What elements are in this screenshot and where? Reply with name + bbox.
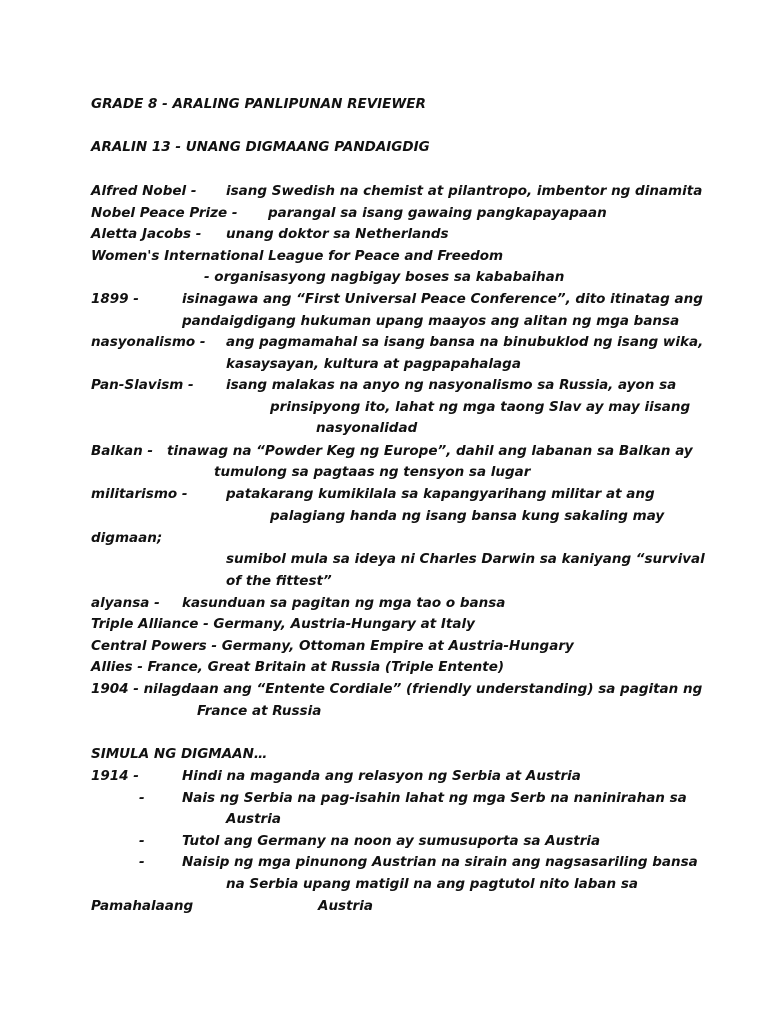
bullet-austrian-line1: Naisip ng mga pinunong Austrian na sirain ang nagsasariling bansa: [182, 854, 698, 870]
section-heading-war: SIMULA NG DIGMAAN…: [91, 746, 268, 762]
definition-alfred-nobel: isang Swedish na chemist at pilantropo, imbentor ng dinamita: [226, 183, 703, 199]
term-pan-slavism: Pan-Slavism -: [91, 377, 194, 393]
line-1904: 1904 - nilagdaan ang “Entente Cordiale” (friendly understanding) sa pagitan ng: [91, 681, 703, 697]
definition-balkan-line1: tinawag na “Powder Keg ng Europe”, dahil ang labanan sa Balkan ay: [167, 443, 693, 459]
line-central-powers: Central Powers - Germany, Ottoman Empire at Austria-Hungary: [91, 638, 574, 654]
term-nasyonalismo: nasyonalismo -: [91, 334, 206, 350]
bullet-dash: -: [139, 833, 145, 849]
definition-militarismo-line1: patakarang kumikilala sa kapangyarihang militar at ang: [226, 486, 655, 502]
term-alyansa: alyansa -: [91, 595, 160, 611]
definition-militarismo-line5: of the fittest”: [226, 573, 332, 589]
definition-pan-slavism-line2: prinsipyong ito, lahat ng mga taong Slav ay may iisang: [270, 399, 691, 415]
definition-militarismo-line2: palagiang handa ng isang bansa kung sakaling may: [270, 508, 665, 524]
bullet-austrian-line3a: Pamahalaang: [91, 898, 194, 914]
definition-nobel-peace-prize: parangal sa isang gawaing pangkapayapaan: [268, 205, 607, 221]
definition-militarismo-line3: digmaan;: [91, 530, 163, 546]
term-1914: 1914 -: [91, 768, 139, 784]
definition-aletta-jacobs: unang doktor sa Netherlands: [226, 226, 449, 242]
term-militarismo: militarismo -: [91, 486, 188, 502]
bullet-dash: -: [139, 790, 145, 806]
lesson-heading: ARALIN 13 - UNANG DIGMAANG PANDAIGDIG: [91, 139, 430, 155]
bullet-serbia-line1: Nais ng Serbia na pag-isahin lahat ng mga Serb na naninirahan sa: [182, 790, 687, 806]
definition-nasyonalismo-line2: kasaysayan, kultura at pagpapahalaga: [226, 356, 521, 372]
term-aletta-jacobs: Aletta Jacobs -: [91, 226, 202, 242]
bullet-germany: Tutol ang Germany na noon ay sumusuporta sa Austria: [182, 833, 601, 849]
definition-1899-line2: pandaigdigang hukuman upang maayos ang alitan ng mga bansa: [182, 313, 680, 329]
bullet-serbia-line2: Austria: [226, 811, 281, 827]
definition-balkan-line2: tumulong sa pagtaas ng tensyon sa lugar: [214, 464, 531, 480]
term-balkan: Balkan -: [91, 443, 154, 459]
line-allies: Allies - France, Great Britain at Russia (Triple Entente): [91, 659, 505, 675]
definition-alyansa: kasunduan sa pagitan ng mga tao o bansa: [182, 595, 506, 611]
term-nobel-peace-prize: Nobel Peace Prize -: [91, 205, 238, 221]
definition-1914: Hindi na maganda ang relasyon ng Serbia at Austria: [182, 768, 581, 784]
line-triple-alliance: Triple Alliance - Germany, Austria-Hungary at Italy: [91, 616, 475, 632]
bullet-austrian-line3b: Austria: [318, 898, 373, 914]
bullet-austrian-line2: na Serbia upang matigil na ang pagtutol nito laban sa: [226, 876, 638, 892]
definition-1899-line1: isinagawa ang “First Universal Peace Conference”, dito itinatag ang: [182, 291, 703, 307]
definition-militarismo-line4: sumibol mula sa ideya ni Charles Darwin sa kaniyang “survival: [226, 551, 705, 567]
definition-nasyonalismo-line1: ang pagmamahal sa isang bansa na binubuklod ng isang wika,: [226, 334, 704, 350]
bullet-dash: -: [139, 854, 145, 870]
definition-pan-slavism-line3: nasyonalidad: [316, 420, 418, 436]
term-alfred-nobel: Alfred Nobel -: [91, 183, 197, 199]
line-1904-continued: France at Russia: [197, 703, 322, 719]
term-1899: 1899 -: [91, 291, 139, 307]
document-title: GRADE 8 - ARALING PANLIPUNAN REVIEWER: [91, 96, 426, 112]
term-womens-league: Women's International League for Peace and Freedom: [91, 248, 504, 264]
definition-pan-slavism-line1: isang malakas na anyo ng nasyonalismo sa Russia, ayon sa: [226, 377, 677, 393]
definition-womens-league: - organisasyong nagbigay boses sa kababaihan: [204, 269, 565, 285]
